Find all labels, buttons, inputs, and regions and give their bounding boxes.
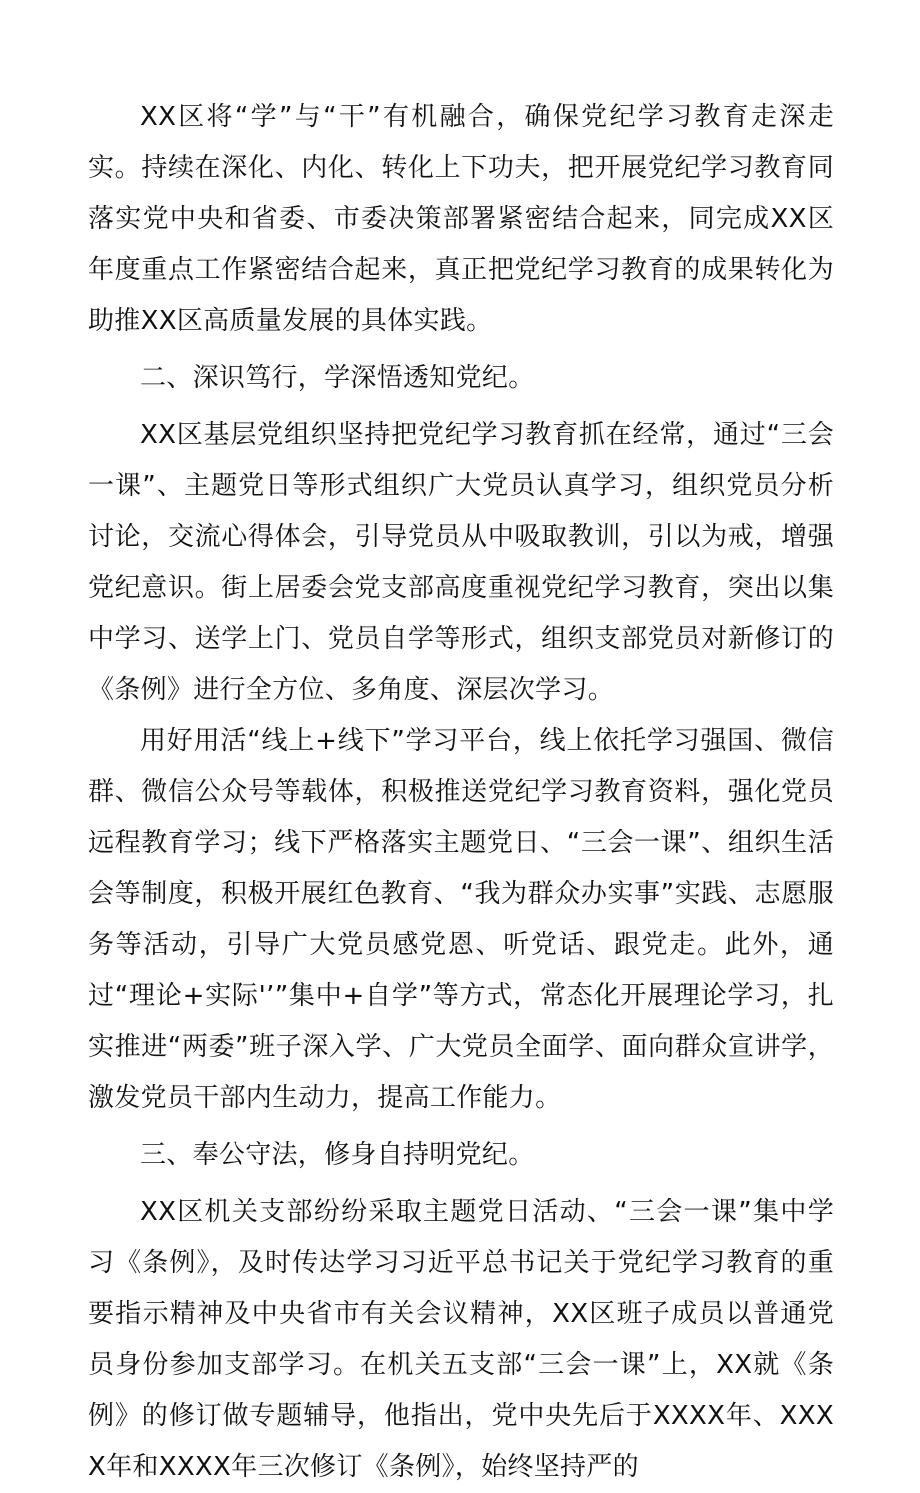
paragraph-branch-study: XX区机关支部纷纷采取主题党日活动、“三会一课”集中学习《条例》，及时传达学习习近平总书记关于党纪学习教育的重要指示精神及中央省市有关会议精神，XX区班子成员以普通党员身份参加支部学习。在机关五支部“三会一课”上，XX就《条例》的修订做专题辅导，他指出，党中央先后于XXXX年、XXXX年和XXXX年三次修订《条例》，始终坚持严的: [88, 1197, 834, 1482]
section-heading-three: 三、奉公守法，修身自持明党纪。: [140, 1140, 535, 1170]
paragraph-integration: XX区将“学”与“干”有机融合，确保党纪学习教育走深走实。持续在深化、内化、转化上下功夫，把开展党纪学习教育同落实党中央和省委、市委决策部署紧密结合起来，同完成XX区年度重点工作紧密结合起来，真正把党纪学习教育的成果转化为助推XX区高质量发展的具体实践。: [88, 102, 834, 336]
section-heading-two: 二、深识笃行，学深悟透知党纪。: [140, 363, 535, 393]
paragraph-grassroots-study: XX区基层党组织坚持把党纪学习教育抓在经常，通过“三会一课”、主题党日等形式组织广大党员认真学习，组织党员分析讨论，交流心得体会，引导党员从中吸取教训，引以为戒，增强党纪意识。街上居委会党支部高度重视党纪学习教育，突出以集中学习、送学上门、党员自学等形式，组织支部党员对新修订的《条例》进行全方位、多角度、深层次学习。: [88, 420, 834, 705]
document-body: [88, 92, 834, 1493]
paragraph-online-offline: 用好用活“线上+线下”学习平台，线上依托学习强国、微信群、微信公众号等载体，积极推送党纪学习教育资料，强化党员远程教育学习；线下严格落实主题党日、“三会一课”、组织生活会等制度，积极开展红色教育、“我为群众办实事”实践、志愿服务等活动，引导广大党员感党恩、听党话、跟党走。此外，通过“理论+实际'’”集中+自学”等方式，常态化开展理论学习，扎实推进“两委”班子深入学、广大党员全面学、面向群众宣讲学，激发党员干部内生动力，提高工作能力。: [88, 726, 834, 1113]
